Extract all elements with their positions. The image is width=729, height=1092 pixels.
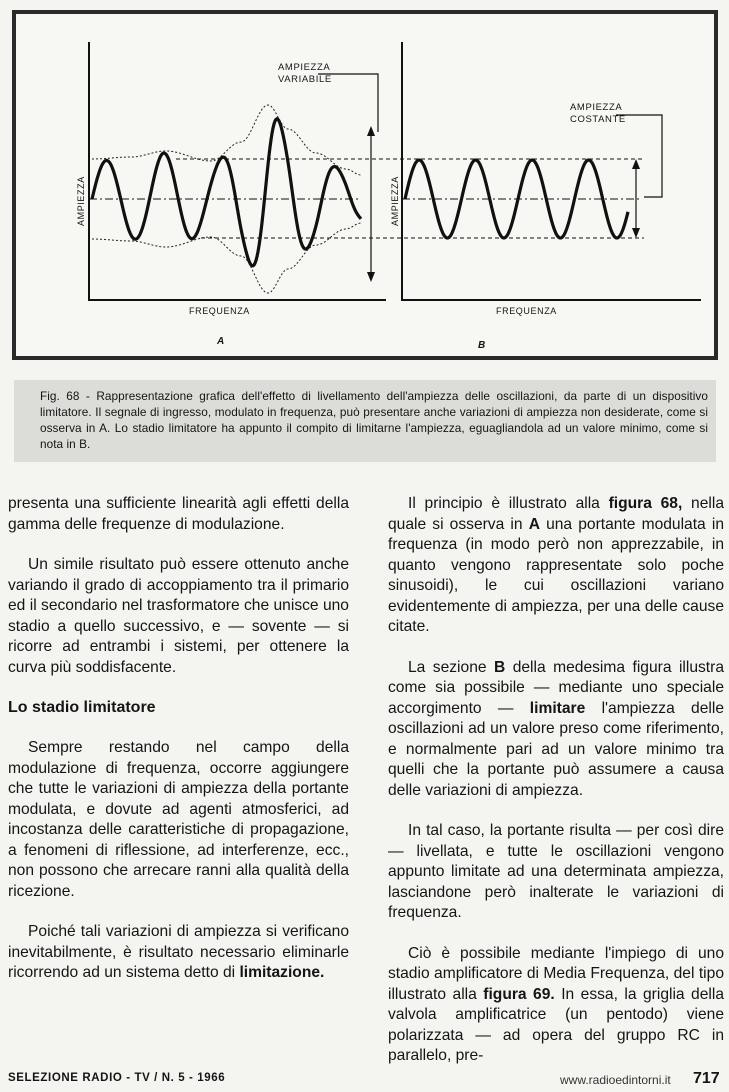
right-paragraph-1-part-a: Il principio è illustrato alla (408, 495, 609, 512)
right-paragraph-1-letter-a: A (528, 515, 540, 533)
panel-a-arrow-head-top (367, 126, 375, 136)
panel-a-lower-envelope (92, 223, 361, 293)
panel-b-annotation-line1: AMPIEZZA (570, 102, 623, 113)
right-paragraph-4 (388, 944, 724, 1067)
left-paragraph-4-text: Poiché tali variazioni di ampiezza si verificano inevitabilmente, è risultato necessario eliminarle ricorrendo ad un sistema detto di (8, 923, 349, 981)
panel-a-annotation-line2: VARIABILE (278, 74, 332, 85)
panel-b-y-axis-label: AMPIEZZA (390, 176, 400, 226)
section-heading: Lo stadio limitatore (8, 699, 156, 716)
left-paragraph-2: Un simile risultato può essere ottenuto anche variando il grado di accoppiamento tra il primario ed il secondario nel trasformatore che unisce uno stadio a quello successivo, e — sovente — si ricorre ad entrambi i sistemi, per ottenere la curva più soddisfacente. (8, 556, 349, 676)
right-paragraph-4-part-a: Ciò è possibile mediante l'impiego di uno stadio amplificatore di Media Frequenza, del tipo illustrato alla (388, 944, 724, 1003)
right-paragraph-4-figure-ref: figura 69. (483, 985, 555, 1003)
left-paragraph-4-bold: limitazione. (239, 964, 325, 981)
right-paragraph-1-figure-ref: figura 68, (608, 495, 683, 512)
right-paragraph-2-part-c: della medesima figura illustra come sia possibile — mediante uno speciale accorgimento — (388, 658, 724, 717)
panel-b-arrow-head-top (632, 159, 640, 169)
panel-b-annotation-leader (616, 115, 662, 197)
panel-b-annotation-line2: COSTANTE (570, 114, 626, 125)
right-paragraph-2-limitare: limitare (529, 699, 586, 717)
panel-a-arrow-head-bottom (367, 272, 375, 282)
left-paragraph-4 (8, 922, 349, 984)
panel-b-arrow-head-bottom (632, 228, 640, 238)
panel-a-x-axis-label: FREQUENZA (189, 306, 250, 316)
journal-footer: SELEZIONE RADIO - TV / N. 5 - 1966 (8, 1072, 226, 1084)
left-paragraph-1: presenta una sufficiente linearità agli effetti della gamma delle frequenze di modulazione. (8, 495, 349, 533)
panel-b-x-axis-label: FREQUENZA (496, 306, 557, 316)
right-paragraph-1-part-c: nella quale si osserva in (388, 495, 724, 533)
right-paragraph-2 (388, 658, 724, 802)
website-watermark: www.radioedintorni.it (560, 1073, 671, 1087)
figure-68-graphic (16, 14, 714, 356)
right-paragraph-1 (388, 494, 724, 638)
right-paragraph-3: In tal caso, la portante risulta — per così dire — livellata, e tutte le oscillazioni vengono appunto limitate ad una determinata ampiezza, lasciandone però inalterate le variazioni di frequenza. (388, 822, 724, 921)
right-paragraph-2-part-a: La sezione (408, 658, 494, 676)
right-paragraph-1-part-e: una portante modulata in frequenza (in modo però non apprezzabile, in quanto vengono rappresentate solo poche sinusoidi), le cui oscillazioni variano evidentemente di ampiezza, per una delle cause citate. (388, 515, 725, 635)
left-paragraph-3: Sempre restando nel campo della modulazione di frequenza, occorre aggiungere che tutte le variazioni di ampiezza della portante modulata, e dovute ad agenti atmosferici, ad incostanza delle caratteristiche di propagazione, a fenomeni di riflessione, ad interferenze, ecc., non possono che arrecare ranni alla qualità della ricezione. (8, 739, 349, 900)
page-number: 717 (693, 1070, 720, 1087)
panel-a-annotation-line1: AMPIEZZA (278, 62, 331, 73)
right-paragraph-4-part-c: In essa, la griglia della valvola amplificatrice (un pentodo) viene polarizzata — ad opera del gruppo RC in parallelo, pre- (388, 985, 724, 1064)
panel-a-upper-envelope (92, 105, 361, 175)
right-column (388, 494, 724, 1087)
right-paragraph-2-part-e: l'ampiezza delle oscillazioni ad un valore preso come riferimento, e normalmente pari ad un valore minimo tra quelli che la portante può assumere a causa delle variazioni di ampiezza. (388, 699, 724, 799)
left-column (8, 494, 349, 1004)
figure-caption: Fig. 68 - Rappresentazione grafica dell'effetto di livellamento dell'ampiezza delle oscillazioni, da parte di un dispositivo limitatore. Il segnale di ingresso, modulato in frequenza, può presentare anche variazioni di ampiezza non desiderate, come si osserva in A. Lo stadio limitatore ha appunto il compito di limitarne l'ampiezza, eguagliandola ad un valore minimo, come si nota in B. (14, 380, 716, 462)
figure-68 (12, 10, 718, 360)
right-paragraph-2-letter-b: B (494, 658, 506, 676)
panel-a-y-axis-label: AMPIEZZA (76, 176, 86, 226)
panel-a-letter: A (217, 336, 225, 347)
panel-b-letter: B (478, 340, 486, 351)
